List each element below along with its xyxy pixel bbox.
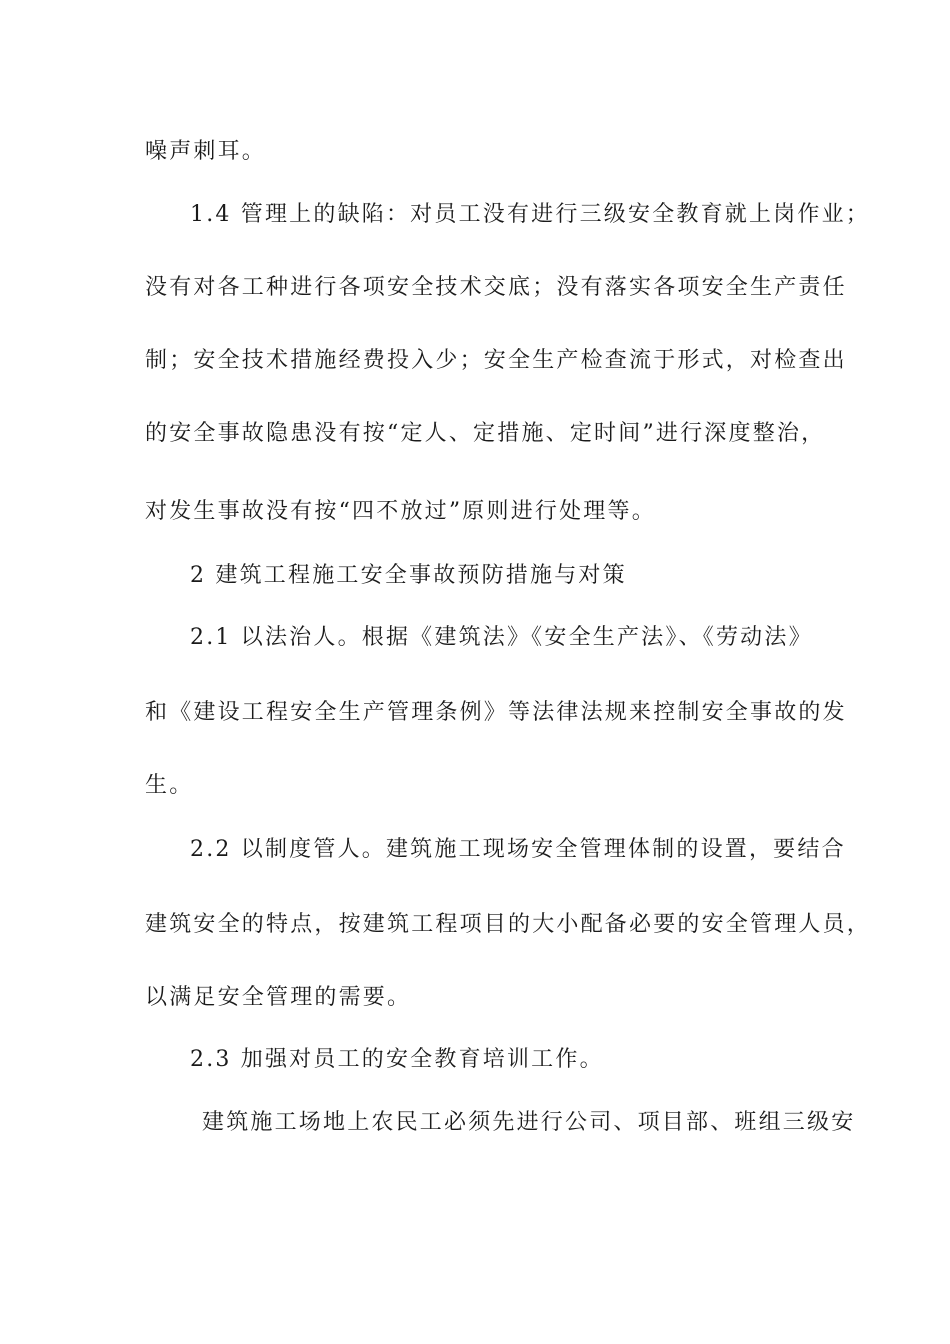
- text-line: 的安全事故隐患没有按“定人、定措施、定时间”进行深度整治，: [145, 421, 826, 446]
- text-line: 1.4 管理上的缺陷：对员工没有进行三级安全教育就上岗作业；: [190, 202, 870, 227]
- text-line: 以满足安全管理的需要。: [145, 985, 412, 1010]
- text-line: 建筑安全的特点，按建筑工程项目的大小配备必要的安全管理人员，: [145, 912, 872, 937]
- text-line: 2.3 加强对员工的安全教育培训工作。: [190, 1047, 604, 1072]
- text-line: 2.1 以法治人。根据《建筑法》《安全生产法》、《劳动法》: [190, 625, 813, 650]
- section-heading: 2 建筑工程施工安全事故预防措施与对策: [190, 563, 627, 588]
- text-line: 建筑施工场地上农民工必须先进行公司、项目部、班组三级安: [202, 1110, 856, 1135]
- text-line: 生。: [145, 773, 194, 798]
- text-line: 2.2 以制度管人。建筑施工现场安全管理体制的设置，要结合: [190, 837, 846, 862]
- text-line: 制；安全技术措施经费投入少；安全生产检查流于形式，对检查出: [145, 348, 847, 373]
- text-line: 和《建设工程安全生产管理条例》等法律法规来控制安全事故的发: [145, 700, 847, 725]
- text-line: 没有对各工种进行各项安全技术交底；没有落实各项安全生产责任: [145, 275, 847, 300]
- text-line: 噪声刺耳。: [145, 139, 267, 164]
- text-line: 对发生事故没有按“四不放过”原则进行处理等。: [145, 499, 656, 524]
